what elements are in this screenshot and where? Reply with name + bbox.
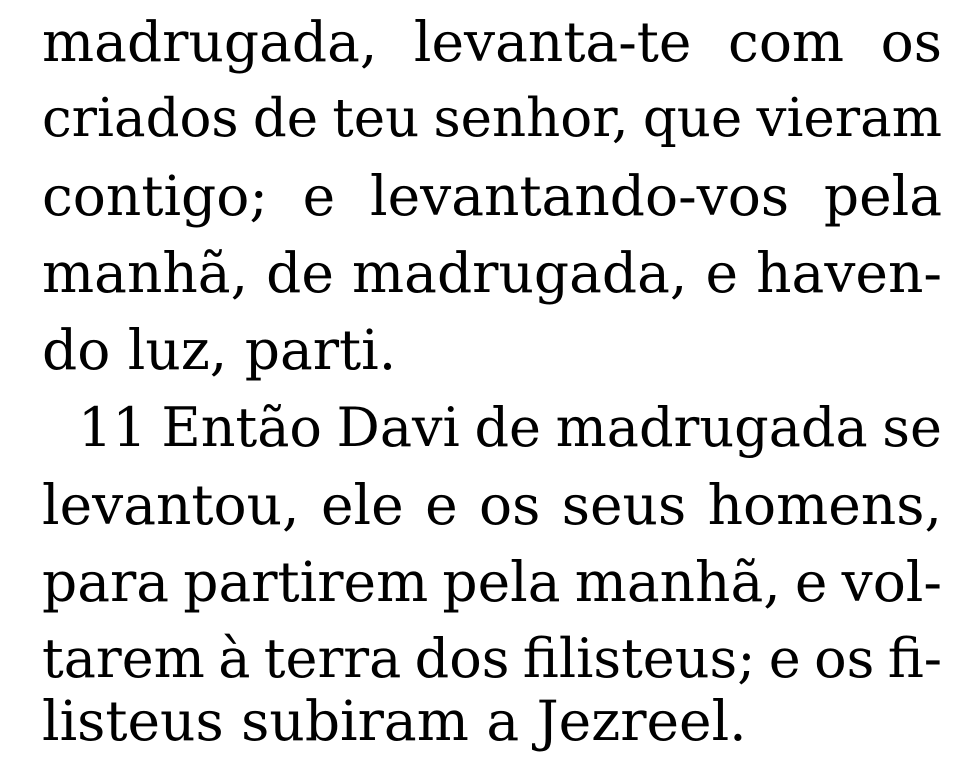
word: ele xyxy=(320,473,404,537)
word: 11 xyxy=(78,396,147,459)
word: manhã, xyxy=(574,550,781,614)
word: levantando-vos xyxy=(370,164,790,228)
word: criados xyxy=(42,88,239,149)
text-line-4 xyxy=(42,233,942,313)
word: de xyxy=(252,88,319,149)
word: filisteus; xyxy=(522,627,756,690)
word: madrugada, xyxy=(352,241,688,305)
word: teu xyxy=(332,88,420,149)
word: os xyxy=(479,473,541,537)
word: se xyxy=(882,396,942,459)
word: levanta-te xyxy=(413,10,692,74)
word: à xyxy=(218,627,251,690)
word: os xyxy=(880,10,942,74)
word: homens, xyxy=(707,473,942,537)
word: fi- xyxy=(887,627,942,690)
word: e xyxy=(768,627,801,690)
text-line-5: do luz, parti. xyxy=(42,318,397,382)
text-line-7 xyxy=(42,465,942,545)
text-line-10: listeus subiram a Jezreel. xyxy=(42,689,747,753)
word: com xyxy=(728,10,845,74)
word: pela xyxy=(442,550,561,614)
word: tarem xyxy=(42,627,205,690)
word: que xyxy=(642,88,743,149)
text-line-1 xyxy=(42,2,942,82)
text-line-3 xyxy=(42,156,942,236)
word: seus xyxy=(561,473,687,537)
word: vieram xyxy=(756,88,942,149)
word: madrugada, xyxy=(42,10,378,74)
text-line-8 xyxy=(42,542,942,622)
verse-11-first-line xyxy=(42,388,942,468)
word: os xyxy=(814,627,875,690)
word: terra xyxy=(263,627,402,690)
word: partirem xyxy=(183,550,429,614)
word: vol- xyxy=(841,550,942,614)
word: haven- xyxy=(756,241,942,305)
word: e xyxy=(425,473,458,537)
word: e xyxy=(705,241,739,305)
word: Davi xyxy=(336,396,460,459)
text-line-2 xyxy=(42,79,942,159)
word: de xyxy=(266,241,334,305)
word: levantou, xyxy=(42,473,300,537)
word: dos xyxy=(414,627,510,690)
word: senhor, xyxy=(433,88,629,149)
word: contigo; xyxy=(42,164,268,228)
word: pela xyxy=(823,164,942,228)
word: madrugada xyxy=(555,396,868,459)
word: e xyxy=(302,164,336,228)
word: Então xyxy=(161,396,322,459)
word: e xyxy=(794,550,828,614)
word: de xyxy=(474,396,541,459)
word: manhã, xyxy=(42,241,249,305)
word: para xyxy=(42,550,170,614)
